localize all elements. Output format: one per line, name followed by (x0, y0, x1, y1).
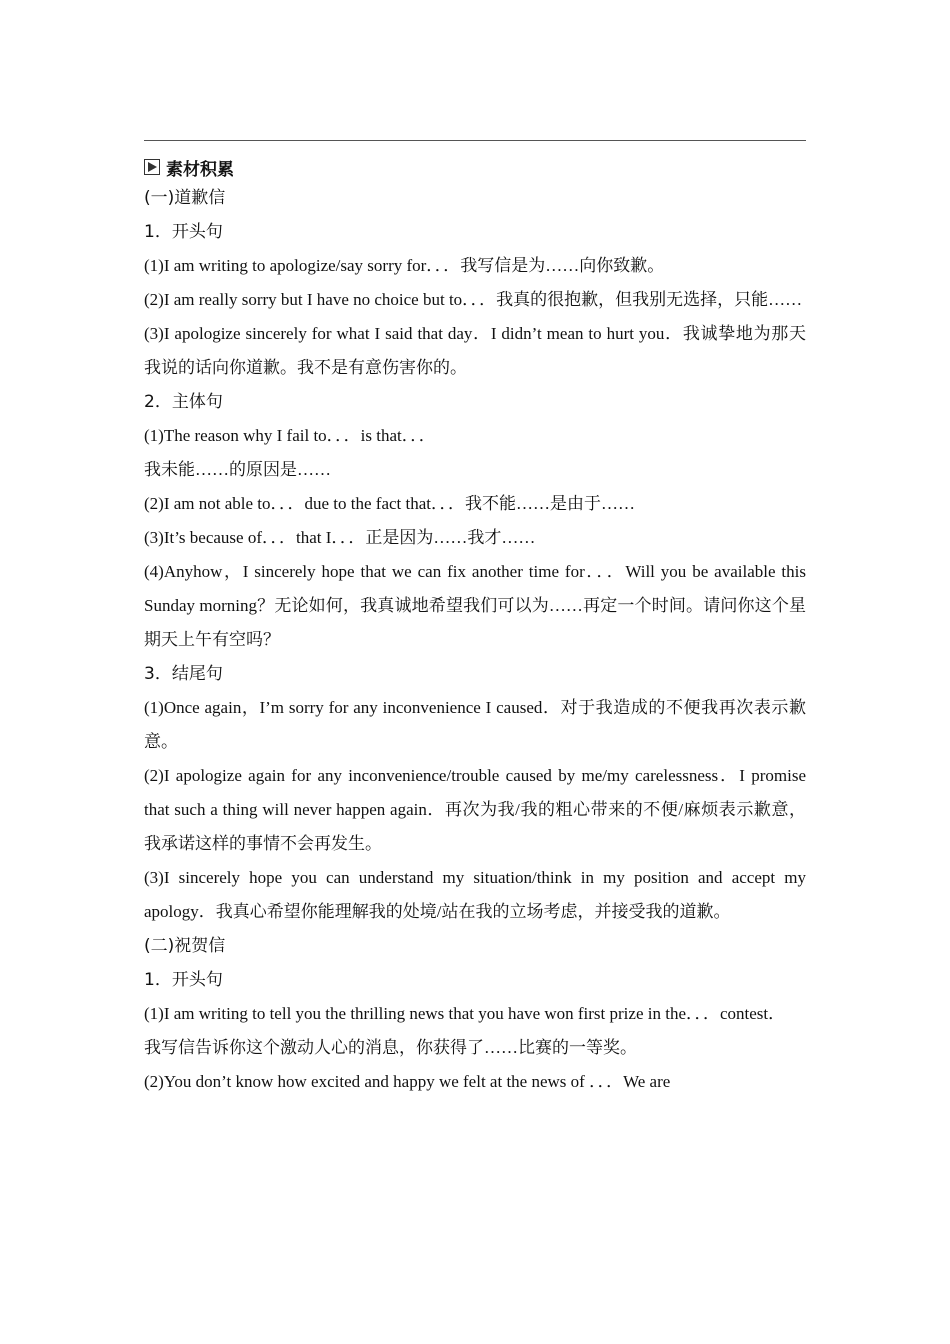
sentence-item: (2)I am not able to．．．due to the fact that．．．我不能……是由于…… (144, 494, 636, 513)
subsection-heading: 3．结尾句 (144, 664, 223, 684)
sentence-item: (1)I am writing to tell you the thrilling news that you have won first prize in the．．．contest． (144, 1004, 786, 1023)
play-triangle-icon (144, 159, 160, 175)
content-body (144, 181, 806, 1099)
sentence-item: (2)I am really sorry but I have no choice but to．．．我真的很抱歉，但我别无选择，只能…… (144, 290, 803, 309)
header-rule (144, 140, 806, 141)
sentence-item: 我未能……的原因是…… (144, 460, 331, 479)
section-title: 素材积累 (166, 159, 234, 180)
sentence-item: (3)It’s because of．．．that I．．．正是因为……我才…… (144, 528, 536, 547)
sentence-item: (3)I apologize sincerely for what I said that day．I didn’t mean to hurt you．我诚挚地为那天我说的话向你道歉。我不是有意伤害你的。 (144, 324, 806, 377)
sentence-item: 我写信告诉你这个激动人心的消息，你获得了……比赛的一等奖。 (144, 1038, 637, 1057)
subsection-heading: 2．主体句 (144, 392, 223, 412)
sentence-item: (3)I sincerely hope you can understand my situation/think in my position and accept my apology．我真心希望你能理解我的处境/站在我的立场考虑，并接受我的道歉。 (144, 868, 806, 921)
group-heading: (一)道歉信 (144, 188, 226, 208)
section-heading (144, 153, 806, 181)
group-heading: (二)祝贺信 (144, 936, 226, 956)
sentence-item: (4)Anyhow，I sincerely hope that we can fix another time for．．．Will you be available this Sunday morning？无论如何，我真诚地希望我们可以为……再定一个时间。请问你这个星期天上午有空吗？ (144, 562, 806, 649)
sentence-item: (2)You don’t know how excited and happy we felt at the news of ．．．We are (144, 1072, 671, 1091)
sentence-item: (1)Once again，I’m sorry for any inconvenience I caused．对于我造成的不便我再次表示歉意。 (144, 698, 806, 751)
subsection-heading: 1．开头句 (144, 222, 223, 242)
document-page (144, 140, 806, 1099)
subsection-heading: 1．开头句 (144, 970, 223, 990)
sentence-item: (1)The reason why I fail to．．．is that．．． (144, 426, 436, 445)
sentence-item: (2)I apologize again for any inconvenience/trouble caused by me/my carelessness．I promise that such a thing will never happen again．再次为我/我的粗心带来的不便/麻烦表示歉意，我承诺这样的事情不会再发生。 (144, 766, 806, 853)
sentence-item: (1)I am writing to apologize/say sorry for．．．我写信是为……向你致歉。 (144, 256, 665, 275)
